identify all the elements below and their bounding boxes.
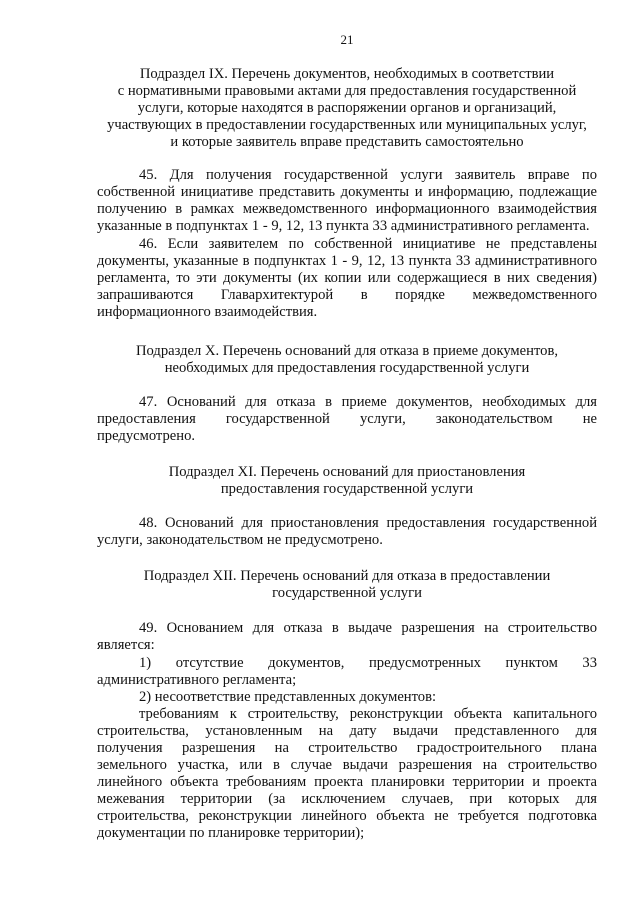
heading-line: государственной услуги [272, 585, 422, 601]
heading-line: участвующих в предоставлении государственных или муниципальных услуг, [107, 117, 587, 133]
paragraph-48 [97, 515, 597, 549]
text-line: получению в рамках межведомственного информационного взаимодействия [97, 201, 597, 217]
text-line: 48. Оснований для приостановления предоставления государственной [139, 515, 597, 531]
paragraph-47 [97, 394, 597, 445]
text-line: указанные в подпунктах 1 - 9, 12, 13 пункта 33 административного регламента. [97, 218, 590, 234]
list-item-2-text [97, 706, 597, 842]
heading-line: услуги, которые находятся в распоряжении органов и организаций, [137, 100, 557, 116]
section-12-heading [97, 568, 597, 602]
list-item-1 [97, 655, 597, 689]
text-line: земельного участка, или в случае выдачи разрешения на строительство [97, 757, 597, 773]
heading-line: и которые заявитель вправе представить самостоятельно [170, 134, 524, 150]
paragraph-49 [97, 620, 597, 654]
text-line: регламента, то эти документы (их копии или содержащиеся в них сведения) [97, 270, 597, 286]
heading-line: предоставления государственной услуги [220, 481, 474, 497]
page-number: 21 [340, 32, 354, 47]
text-line: информационного взаимодействия. [97, 304, 318, 320]
text-line: 1) отсутствие документов, предусмотренных пунктом 33 [139, 655, 597, 671]
text-line: межевания территории (за исключением случаев, при которых для [97, 791, 597, 807]
heading-line: с нормативными правовыми актами для предоставления государственной [117, 83, 577, 99]
heading-line: необходимых для предоставления государственной услуги [164, 360, 530, 376]
text-line: является: [97, 637, 155, 653]
section-9-heading [97, 66, 597, 151]
paragraph-45 [97, 167, 597, 235]
text-line: 2) несоответствие представленных документов: [139, 689, 437, 705]
text-line: предоставления государственной услуги, законодательством не [97, 411, 597, 427]
heading-line: Подраздел XII. Перечень оснований для отказа в предоставлении [143, 568, 551, 584]
text-line: 45. Для получения государственной услуги заявитель вправе по [139, 167, 597, 183]
paragraph-46 [97, 236, 597, 321]
text-line: документы, указанные в подпунктах 1 - 9, 12, 13 пункта 33 административного [97, 253, 597, 269]
list-item-2 [97, 689, 597, 706]
heading-line: Подраздел IX. Перечень документов, необходимых в соответствии [139, 66, 555, 82]
text-line: услуги, законодательством не предусмотрено. [97, 532, 383, 548]
text-line: линейного объекта требованиям проекта планировки территории и проекта [97, 774, 597, 790]
text-line: 46. Если заявителем по собственной инициативе не представлены [139, 236, 597, 252]
section-10-heading [97, 343, 597, 377]
heading-line: Подраздел XI. Перечень оснований для приостановления [168, 464, 526, 480]
text-line: предусмотрено. [97, 428, 196, 444]
text-line: 49. Основанием для отказа в выдаче разрешения на строительство [139, 620, 597, 636]
text-line: получения разрешения на строительство градостроительного плана [97, 740, 597, 756]
text-line: административного регламента; [97, 672, 297, 688]
text-line: документации по планировке территории); [97, 825, 365, 841]
text-line: собственной инициативе представить документы и информацию, подлежащие [97, 184, 597, 200]
text-line: строительства, установленным на дату выдачи представленного для [97, 723, 597, 739]
section-11-heading [97, 464, 597, 498]
text-line: запрашиваются Главархитектурой в порядке межведомственного [97, 287, 597, 303]
text-line: строительства, реконструкции линейного объекта не требуется подготовка [97, 808, 597, 824]
text-line: 47. Оснований для отказа в приеме документов, необходимых для [139, 394, 597, 410]
text-line: требованиям к строительству, реконструкции объекта капитального [139, 706, 597, 722]
heading-line: Подраздел X. Перечень оснований для отказа в приеме документов, [136, 343, 558, 359]
